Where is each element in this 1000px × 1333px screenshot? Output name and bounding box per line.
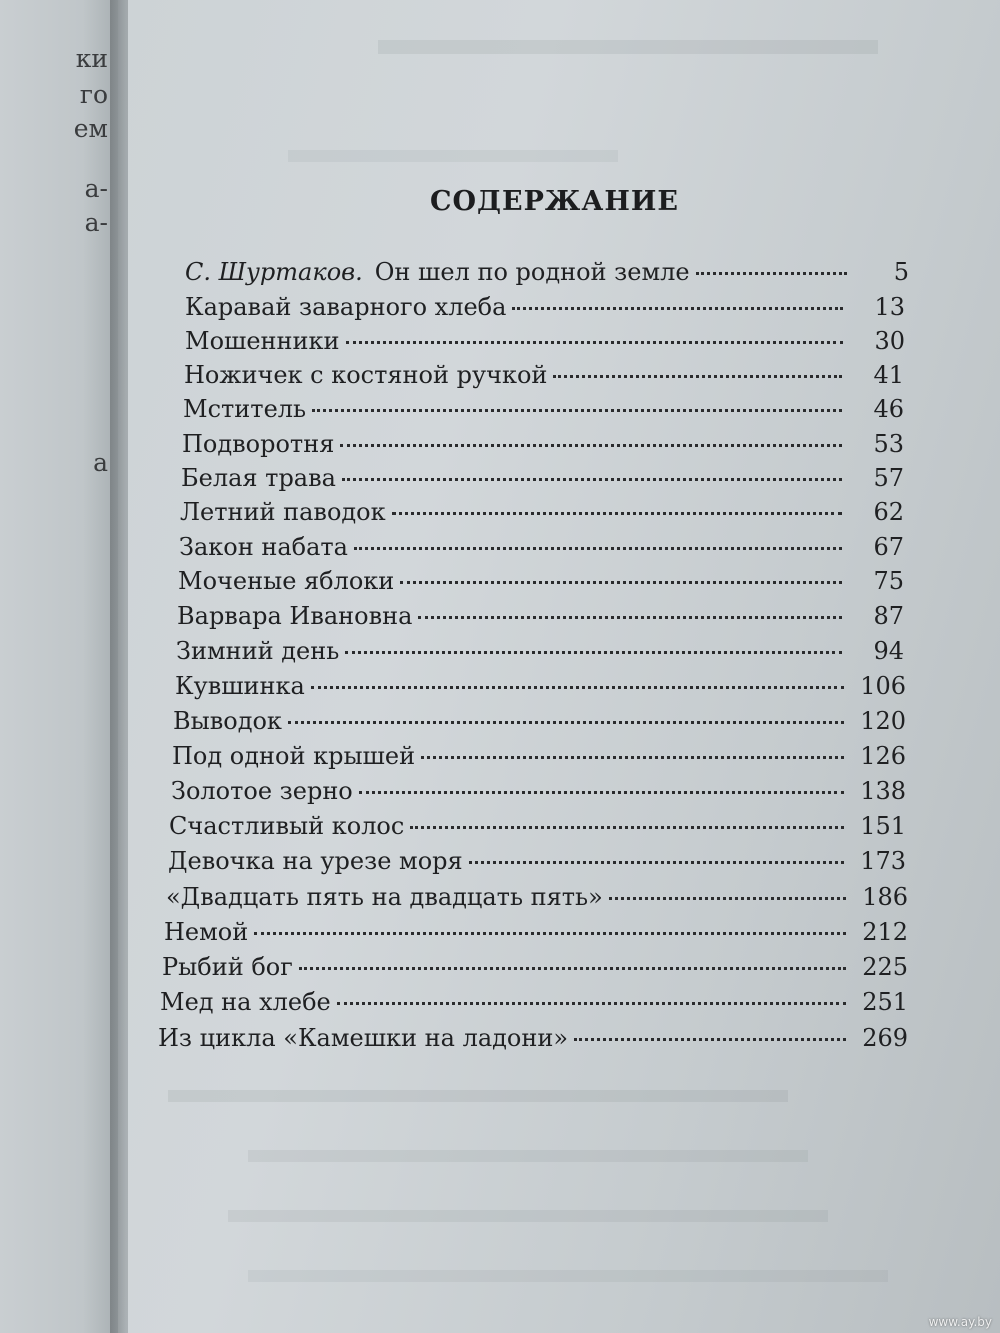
toc-entry: [175, 672, 906, 706]
table-of-contents: [128, 0, 1000, 1333]
toc-entry-page: 46: [873, 395, 904, 423]
toc-entry-page: 57: [873, 464, 904, 492]
toc-entry-title: Каравай заварного хлеба: [185, 293, 507, 321]
toc-entry-page: 225: [862, 953, 908, 981]
toc-entry-author: С. Шуртаков.: [185, 258, 363, 286]
toc-entry: [164, 918, 908, 952]
dot-leader: [421, 756, 844, 759]
toc-entry: [176, 637, 904, 671]
right-page: [128, 0, 1000, 1333]
toc-entry-page: 13: [874, 293, 905, 321]
toc-entry-title: Девочка на урезе моря: [168, 847, 463, 875]
toc-entry: [183, 395, 904, 429]
toc-entry-title: Мститель: [183, 395, 307, 423]
toc-entry-page: 75: [873, 567, 904, 595]
toc-entry-page: 212: [862, 918, 908, 946]
toc-entry: [173, 707, 906, 741]
dot-leader: [354, 547, 842, 550]
toc-entry-page: 126: [860, 742, 906, 770]
left-page-text-fragment: а: [93, 448, 108, 477]
left-page: [0, 0, 118, 1333]
dot-leader: [346, 341, 843, 344]
toc-entry: [178, 567, 904, 601]
toc-entry-title: Из цикла «Камешки на ладони»: [158, 1024, 569, 1052]
toc-entry: [185, 293, 905, 327]
toc-entry-title: Белая трава: [181, 464, 336, 492]
toc-entry-page: 151: [860, 812, 906, 840]
toc-entry: [182, 430, 904, 464]
dot-leader: [337, 1002, 846, 1005]
left-page-text-fragment: а-: [84, 208, 108, 237]
left-page-text-fragment: ем: [73, 114, 108, 143]
toc-entry: [168, 847, 906, 881]
toc-entry: [179, 533, 904, 567]
dot-leader: [288, 721, 844, 724]
toc-entry-page: 106: [860, 672, 906, 700]
dot-leader: [340, 444, 842, 447]
toc-entry-title: Подворотня: [182, 430, 335, 458]
toc-entry-page: 269: [862, 1024, 908, 1052]
dot-leader: [609, 897, 846, 900]
dot-leader: [359, 791, 844, 794]
toc-entry-title: Выводок: [173, 707, 282, 735]
toc-entry: [171, 777, 906, 811]
dot-leader: [392, 512, 842, 515]
left-page-text-fragment: а-: [84, 174, 108, 203]
toc-entry-page: 120: [860, 707, 906, 735]
toc-entry-title: «Двадцать пять на двадцать пять»: [166, 883, 603, 911]
left-page-text-fragment: го: [79, 80, 108, 109]
toc-entry-title: Мед на хлебе: [160, 988, 331, 1016]
toc-entry: [160, 988, 908, 1022]
dot-leader: [342, 478, 842, 481]
toc-entry-title: Немой: [164, 918, 249, 946]
dot-leader: [311, 686, 844, 689]
toc-entry: [185, 327, 905, 361]
toc-entry-page: 251: [862, 988, 908, 1016]
dot-leader: [574, 1038, 846, 1041]
toc-entry-title: Летний паводок: [180, 498, 386, 526]
dot-leader: [418, 616, 842, 619]
toc-entry-page: 138: [860, 777, 906, 805]
watermark-text: www.ay.by: [928, 1315, 992, 1329]
toc-entry: [185, 258, 909, 292]
dot-leader: [254, 932, 846, 935]
toc-entry-page: 94: [873, 637, 904, 665]
toc-entry: [166, 883, 908, 917]
toc-entry: [162, 953, 908, 987]
toc-entry-page: 87: [873, 602, 904, 630]
toc-entry-page: 53: [873, 430, 904, 458]
toc-entry-title: Кувшинка: [175, 672, 305, 700]
toc-entry-title: Зимний день: [176, 637, 340, 665]
dot-leader: [345, 651, 842, 654]
toc-entry-page: 5: [893, 258, 909, 286]
toc-entry: [177, 602, 904, 636]
toc-entry-title: Мошенники: [185, 327, 340, 355]
toc-entry-title: Он шел по родной земле: [374, 258, 690, 286]
toc-entry: [169, 812, 906, 846]
toc-entry-page: 30: [874, 327, 905, 355]
toc-entry-page: 62: [873, 498, 904, 526]
left-page-text-fragment: ки: [75, 44, 108, 73]
dot-leader: [312, 409, 842, 412]
toc-entry-title: Варвара Ивановна: [177, 602, 413, 630]
toc-entry: [181, 464, 904, 498]
toc-entry-title: Закон набата: [179, 533, 348, 561]
toc-entry-title: Счастливый колос: [169, 812, 405, 840]
toc-entry-page: 41: [873, 361, 904, 389]
toc-entry-title: Золотое зерно: [171, 777, 353, 805]
dot-leader: [512, 307, 843, 310]
toc-entry-title: Ножичек с костяной ручкой: [184, 361, 548, 389]
toc-entry: [180, 498, 904, 532]
dot-leader: [696, 272, 847, 275]
dot-leader: [400, 581, 842, 584]
dot-leader: [553, 375, 842, 378]
dot-leader: [469, 861, 844, 864]
dot-leader: [299, 967, 846, 970]
toc-entry-title: Рыбий бог: [162, 953, 293, 981]
toc-entry-page: 186: [862, 883, 908, 911]
toc-entry-page: 67: [873, 533, 904, 561]
toc-entry-title: Под одной крышей: [172, 742, 416, 770]
toc-entry: [158, 1024, 908, 1058]
toc-entry-page: 173: [860, 847, 906, 875]
toc-heading: СОДЕРЖАНИЕ: [430, 186, 679, 217]
toc-entry: [184, 361, 904, 395]
toc-entry-title: Моченые яблоки: [178, 567, 395, 595]
dot-leader: [410, 826, 844, 829]
toc-entry: [172, 742, 906, 776]
